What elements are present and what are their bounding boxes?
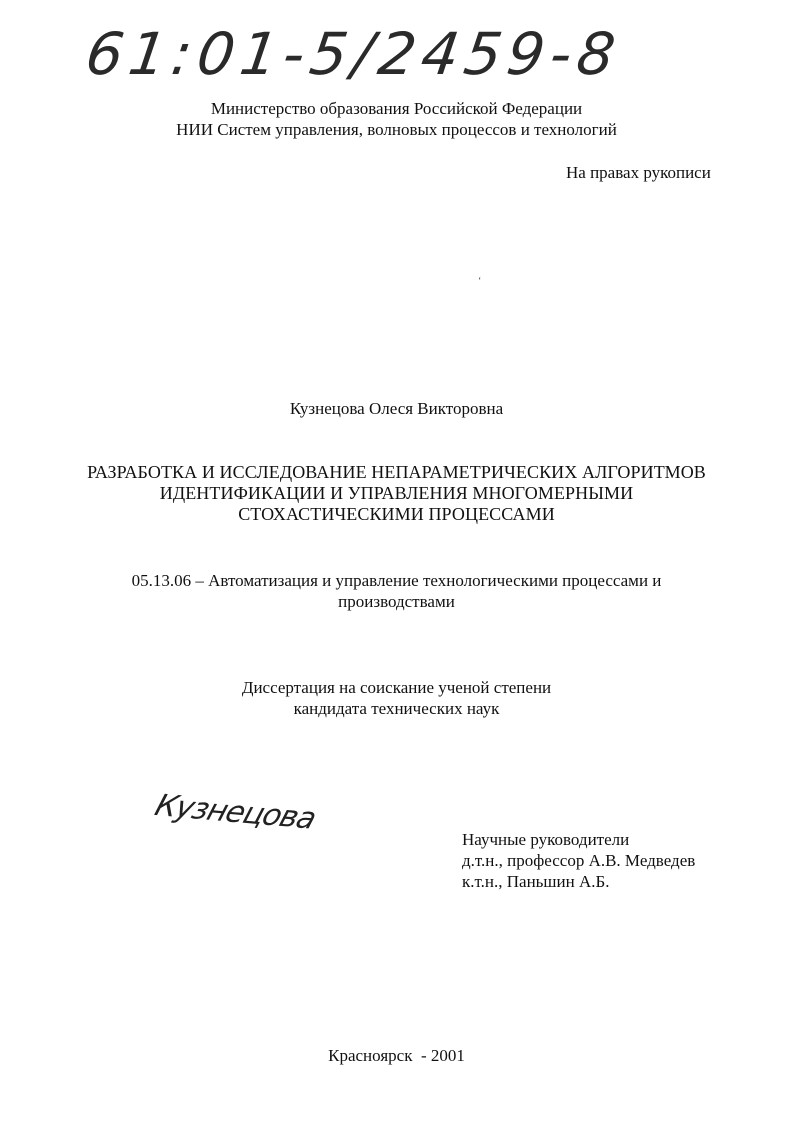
- ministry-line: Министерство образования Российской Федерации: [210, 99, 583, 118]
- institute-line: НИИ Систем управления, волновых процессов и технологий: [176, 120, 617, 139]
- supervisor-2: к.т.н., Паньшин А.Б.: [462, 872, 610, 891]
- specialty-line-2: производствами: [338, 592, 455, 611]
- title-line-3: СТОХАСТИЧЕСКИМИ ПРОЦЕССАМИ: [238, 504, 555, 524]
- archive-stamp-number: 61:01-5/2459-8: [81, 20, 626, 88]
- rights-note: На правах рукописи: [566, 163, 711, 182]
- scan-speck: ‘: [478, 276, 482, 287]
- specialty-line-1: 05.13.06 – Автоматизация и управление технологическими процессами и: [131, 571, 662, 590]
- title-line-1: РАЗРАБОТКА И ИССЛЕДОВАНИЕ НЕПАРАМЕТРИЧЕСКИХ АЛГОРИТМОВ: [87, 462, 706, 482]
- supervisors-heading: Научные руководители: [462, 830, 630, 849]
- degree-line-1: Диссертация на соискание ученой степени: [241, 678, 552, 697]
- author-signature: Кузнецова: [150, 788, 320, 837]
- supervisor-1: д.т.н., профессор А.В. Медведев: [462, 851, 696, 870]
- city-year: Красноярск - 2001: [328, 1046, 465, 1065]
- title-line-2: ИДЕНТИФИКАЦИИ И УПРАВЛЕНИЯ МНОГОМЕРНЫМИ: [159, 483, 634, 503]
- author-name: Кузнецова Олеся Викторовна: [289, 399, 504, 418]
- degree-line-2: кандидата технических наук: [293, 699, 500, 718]
